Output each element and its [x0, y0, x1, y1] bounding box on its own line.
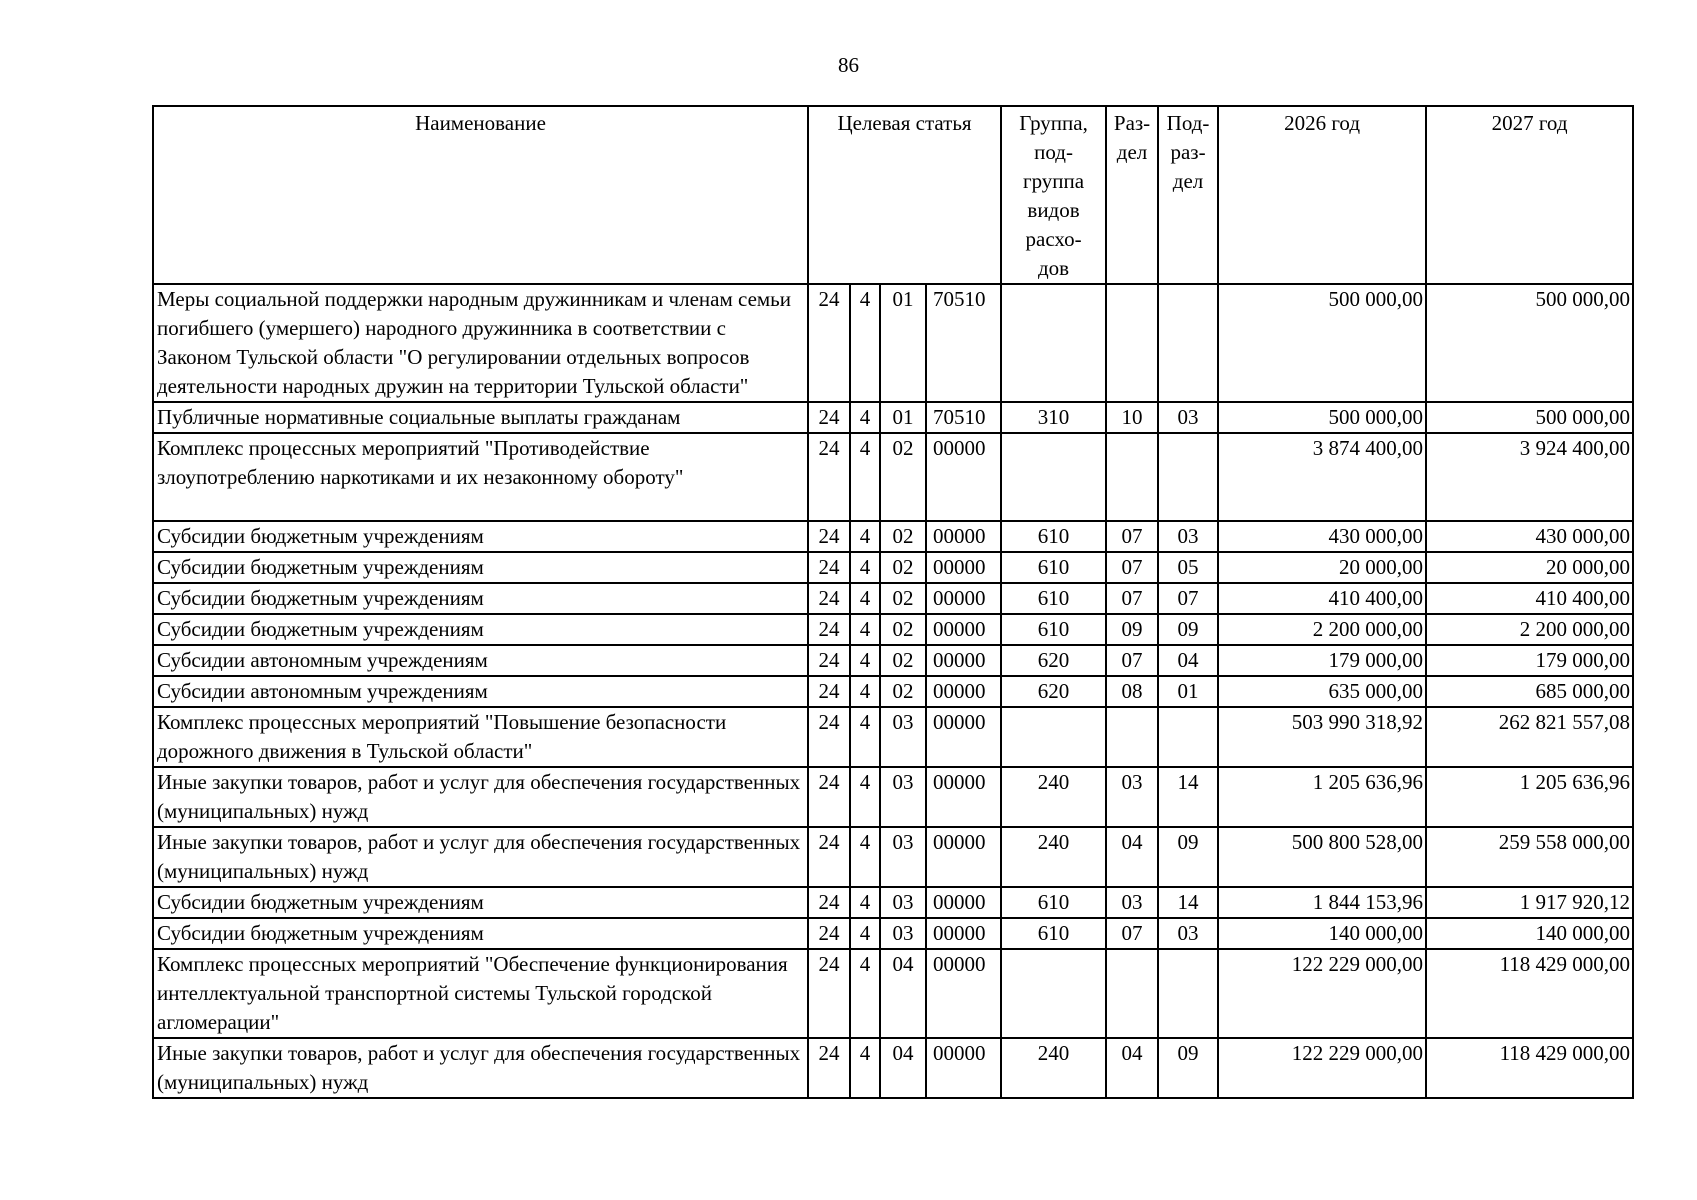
table-row	[153, 707, 1633, 767]
amount-2027: 410 400,00	[1426, 583, 1633, 614]
target-article-program: 24	[808, 552, 850, 583]
amount-2027: 20 000,00	[1426, 552, 1633, 583]
table-row	[153, 614, 1633, 645]
table-row	[153, 918, 1633, 949]
target-article-complex: 03	[880, 707, 926, 767]
expense-group: 610	[1001, 552, 1106, 583]
row-name: Комплекс процессных мероприятий "Противодействие злоупотреблению наркотиками и их незаконному обороту"	[153, 433, 808, 521]
target-article-direction: 00000	[926, 552, 1001, 583]
row-name: Субсидии бюджетным учреждениям	[153, 521, 808, 552]
expense-group: 310	[1001, 402, 1106, 433]
expense-group	[1001, 284, 1106, 402]
row-name: Субсидии автономным учреждениям	[153, 676, 808, 707]
target-article-direction: 00000	[926, 827, 1001, 887]
target-article-type: 4	[850, 949, 880, 1038]
section-code: 07	[1106, 583, 1158, 614]
target-article-program: 24	[808, 583, 850, 614]
subsection-code: 09	[1158, 1038, 1218, 1098]
table-row	[153, 827, 1633, 887]
target-article-complex: 04	[880, 1038, 926, 1098]
row-name: Иные закупки товаров, работ и услуг для обеспечения государственных (муниципальных) нужд	[153, 767, 808, 827]
amount-2026: 500 800 528,00	[1218, 827, 1426, 887]
section-code: 08	[1106, 676, 1158, 707]
target-article-direction: 00000	[926, 767, 1001, 827]
target-article-direction: 00000	[926, 676, 1001, 707]
row-name: Субсидии бюджетным учреждениям	[153, 887, 808, 918]
target-article-complex: 03	[880, 887, 926, 918]
amount-2026: 1 844 153,96	[1218, 887, 1426, 918]
expense-group: 240	[1001, 767, 1106, 827]
target-article-program: 24	[808, 887, 850, 918]
target-article-program: 24	[808, 707, 850, 767]
amount-2027: 118 429 000,00	[1426, 949, 1633, 1038]
amount-2027: 430 000,00	[1426, 521, 1633, 552]
amount-2026: 3 874 400,00	[1218, 433, 1426, 521]
amount-2026: 2 200 000,00	[1218, 614, 1426, 645]
amount-2026: 410 400,00	[1218, 583, 1426, 614]
section-code	[1106, 707, 1158, 767]
header-expense-group: Группа, под- группа видов расхо- дов	[1001, 106, 1106, 284]
target-article-type: 4	[850, 707, 880, 767]
amount-2026: 1 205 636,96	[1218, 767, 1426, 827]
amount-2027: 118 429 000,00	[1426, 1038, 1633, 1098]
subsection-code: 14	[1158, 887, 1218, 918]
amount-2027: 3 924 400,00	[1426, 433, 1633, 521]
table-row	[153, 767, 1633, 827]
section-code: 07	[1106, 521, 1158, 552]
amount-2027: 140 000,00	[1426, 918, 1633, 949]
target-article-complex: 01	[880, 284, 926, 402]
target-article-direction: 00000	[926, 645, 1001, 676]
target-article-complex: 02	[880, 645, 926, 676]
target-article-type: 4	[850, 827, 880, 887]
expense-group: 240	[1001, 827, 1106, 887]
subsection-code: 03	[1158, 402, 1218, 433]
expense-group	[1001, 433, 1106, 521]
target-article-program: 24	[808, 1038, 850, 1098]
table-row	[153, 887, 1633, 918]
target-article-direction: 00000	[926, 433, 1001, 521]
target-article-type: 4	[850, 1038, 880, 1098]
target-article-type: 4	[850, 676, 880, 707]
table-row	[153, 676, 1633, 707]
section-code: 07	[1106, 552, 1158, 583]
target-article-complex: 03	[880, 918, 926, 949]
section-code: 10	[1106, 402, 1158, 433]
header-year-2026: 2026 год	[1218, 106, 1426, 284]
target-article-complex: 02	[880, 433, 926, 521]
row-name: Субсидии бюджетным учреждениям	[153, 918, 808, 949]
amount-2026: 20 000,00	[1218, 552, 1426, 583]
subsection-code: 03	[1158, 521, 1218, 552]
target-article-program: 24	[808, 614, 850, 645]
expense-group: 610	[1001, 887, 1106, 918]
expense-group: 610	[1001, 614, 1106, 645]
amount-2026: 140 000,00	[1218, 918, 1426, 949]
header-subsection: Под- раз- дел	[1158, 106, 1218, 284]
table-row	[153, 1038, 1633, 1098]
target-article-direction: 00000	[926, 614, 1001, 645]
budget-table	[152, 105, 1634, 1099]
row-name: Комплекс процессных мероприятий "Обеспечение функционирования интеллектуальной транспортной системы Тульской городской агломерации"	[153, 949, 808, 1038]
section-code: 09	[1106, 614, 1158, 645]
section-code: 03	[1106, 887, 1158, 918]
target-article-direction: 00000	[926, 949, 1001, 1038]
amount-2027: 262 821 557,08	[1426, 707, 1633, 767]
target-article-type: 4	[850, 645, 880, 676]
expense-group: 610	[1001, 918, 1106, 949]
amount-2027: 259 558 000,00	[1426, 827, 1633, 887]
table-row	[153, 552, 1633, 583]
section-code: 07	[1106, 918, 1158, 949]
subsection-code	[1158, 949, 1218, 1038]
target-article-complex: 02	[880, 583, 926, 614]
row-name: Субсидии бюджетным учреждениям	[153, 552, 808, 583]
target-article-complex: 04	[880, 949, 926, 1038]
target-article-direction: 00000	[926, 1038, 1001, 1098]
header-year-2027: 2027 год	[1426, 106, 1633, 284]
section-code	[1106, 949, 1158, 1038]
target-article-type: 4	[850, 284, 880, 402]
target-article-direction: 00000	[926, 521, 1001, 552]
target-article-complex: 03	[880, 827, 926, 887]
target-article-direction: 00000	[926, 583, 1001, 614]
target-article-program: 24	[808, 521, 850, 552]
subsection-code: 03	[1158, 918, 1218, 949]
target-article-direction: 00000	[926, 887, 1001, 918]
expense-group	[1001, 707, 1106, 767]
header-section: Раз- дел	[1106, 106, 1158, 284]
table-row	[153, 433, 1633, 521]
target-article-program: 24	[808, 676, 850, 707]
target-article-program: 24	[808, 284, 850, 402]
section-code: 03	[1106, 767, 1158, 827]
table-row	[153, 645, 1633, 676]
amount-2027: 179 000,00	[1426, 645, 1633, 676]
amount-2026: 430 000,00	[1218, 521, 1426, 552]
target-article-program: 24	[808, 827, 850, 887]
row-name: Иные закупки товаров, работ и услуг для обеспечения государственных (муниципальных) нужд	[153, 1038, 808, 1098]
table-row	[153, 284, 1633, 402]
subsection-code: 04	[1158, 645, 1218, 676]
subsection-code: 01	[1158, 676, 1218, 707]
table-row	[153, 949, 1633, 1038]
target-article-program: 24	[808, 949, 850, 1038]
expense-group: 240	[1001, 1038, 1106, 1098]
section-code	[1106, 433, 1158, 521]
target-article-complex: 03	[880, 767, 926, 827]
target-article-type: 4	[850, 767, 880, 827]
row-name: Публичные нормативные социальные выплаты гражданам	[153, 402, 808, 433]
expense-group: 620	[1001, 645, 1106, 676]
expense-group	[1001, 949, 1106, 1038]
amount-2026: 635 000,00	[1218, 676, 1426, 707]
target-article-type: 4	[850, 614, 880, 645]
table-row	[153, 402, 1633, 433]
subsection-code: 07	[1158, 583, 1218, 614]
page-number: 86	[838, 53, 859, 77]
amount-2027: 1 917 920,12	[1426, 887, 1633, 918]
table-row	[153, 583, 1633, 614]
section-code: 07	[1106, 645, 1158, 676]
target-article-complex: 02	[880, 676, 926, 707]
row-name: Комплекс процессных мероприятий "Повышение безопасности дорожного движения в Тульской области"	[153, 707, 808, 767]
target-article-program: 24	[808, 645, 850, 676]
row-name: Субсидии бюджетным учреждениям	[153, 583, 808, 614]
target-article-program: 24	[808, 767, 850, 827]
target-article-program: 24	[808, 918, 850, 949]
target-article-program: 24	[808, 402, 850, 433]
table-row	[153, 521, 1633, 552]
row-name: Субсидии бюджетным учреждениям	[153, 614, 808, 645]
amount-2027: 500 000,00	[1426, 284, 1633, 402]
row-name: Иные закупки товаров, работ и услуг для обеспечения государственных (муниципальных) нужд	[153, 827, 808, 887]
section-code: 04	[1106, 1038, 1158, 1098]
target-article-type: 4	[850, 583, 880, 614]
target-article-type: 4	[850, 918, 880, 949]
amount-2027: 1 205 636,96	[1426, 767, 1633, 827]
expense-group: 610	[1001, 583, 1106, 614]
target-article-complex: 02	[880, 521, 926, 552]
expense-group: 610	[1001, 521, 1106, 552]
target-article-direction: 70510	[926, 284, 1001, 402]
subsection-code: 05	[1158, 552, 1218, 583]
row-name: Меры социальной поддержки народным дружинникам и членам семьи погибшего (умершего) народного дружинника в соответствии с Законом Тульской области "О регулировании отдельных вопросов деятельности народных дружин на территории Тульской области"	[153, 284, 808, 402]
section-code: 04	[1106, 827, 1158, 887]
target-article-direction: 00000	[926, 707, 1001, 767]
target-article-type: 4	[850, 552, 880, 583]
amount-2026: 122 229 000,00	[1218, 949, 1426, 1038]
subsection-code: 09	[1158, 827, 1218, 887]
amount-2026: 179 000,00	[1218, 645, 1426, 676]
target-article-complex: 02	[880, 552, 926, 583]
subsection-code	[1158, 433, 1218, 521]
amount-2026: 500 000,00	[1218, 284, 1426, 402]
header-name: Наименование	[153, 106, 808, 284]
target-article-direction: 00000	[926, 918, 1001, 949]
target-article-direction: 70510	[926, 402, 1001, 433]
subsection-code	[1158, 284, 1218, 402]
target-article-type: 4	[850, 887, 880, 918]
target-article-type: 4	[850, 521, 880, 552]
subsection-code: 09	[1158, 614, 1218, 645]
table-body	[153, 284, 1633, 1098]
target-article-type: 4	[850, 433, 880, 521]
target-article-complex: 02	[880, 614, 926, 645]
section-code	[1106, 284, 1158, 402]
amount-2026: 500 000,00	[1218, 402, 1426, 433]
subsection-code: 14	[1158, 767, 1218, 827]
amount-2026: 503 990 318,92	[1218, 707, 1426, 767]
amount-2027: 2 200 000,00	[1426, 614, 1633, 645]
amount-2027: 500 000,00	[1426, 402, 1633, 433]
target-article-type: 4	[850, 402, 880, 433]
expense-group: 620	[1001, 676, 1106, 707]
amount-2027: 685 000,00	[1426, 676, 1633, 707]
subsection-code	[1158, 707, 1218, 767]
amount-2026: 122 229 000,00	[1218, 1038, 1426, 1098]
target-article-complex: 01	[880, 402, 926, 433]
row-name: Субсидии автономным учреждениям	[153, 645, 808, 676]
target-article-program: 24	[808, 433, 850, 521]
table-header	[153, 106, 1633, 284]
header-target-article: Целевая статья	[808, 106, 1001, 284]
